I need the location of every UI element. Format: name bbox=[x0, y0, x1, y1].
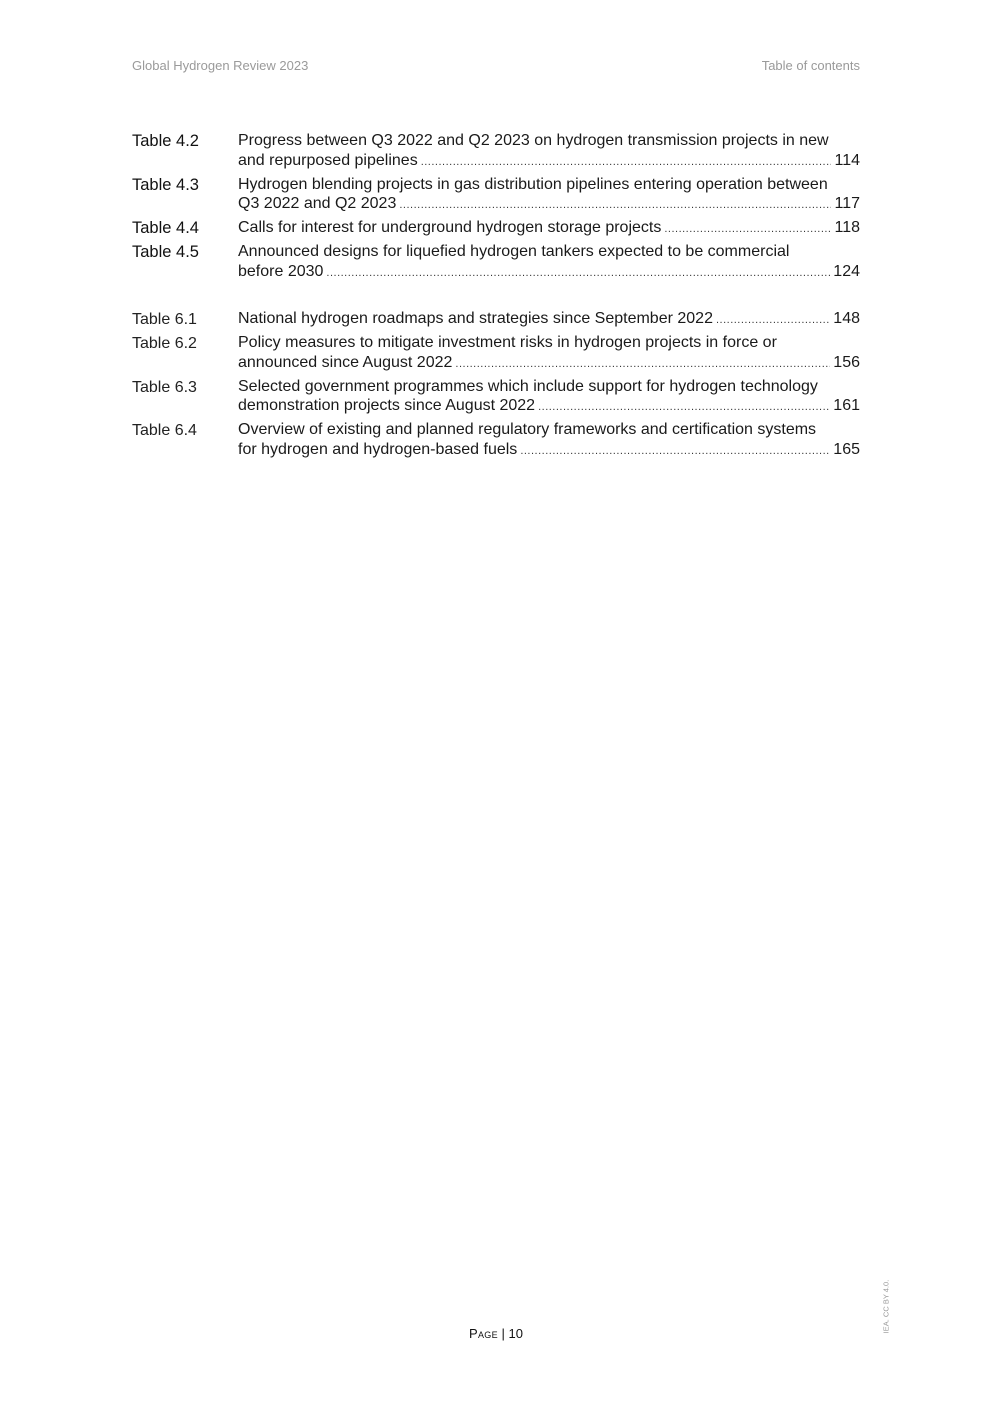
toc-entry-final-line bbox=[238, 194, 860, 216]
running-header bbox=[132, 58, 860, 76]
toc-entry-page-number[interactable]: 118 bbox=[834, 219, 860, 236]
toc-entry-body bbox=[238, 309, 860, 331]
toc-entry-final-line bbox=[238, 151, 860, 173]
toc-entry-title-end: and repurposed pipelines bbox=[238, 151, 418, 169]
toc-entry-page-number[interactable]: 148 bbox=[833, 310, 860, 327]
toc-entry-page-number[interactable]: 124 bbox=[833, 262, 860, 280]
toc-entry-title-end: National hydrogen roadmaps and strategies since September 2022 bbox=[238, 310, 713, 327]
toc-group bbox=[132, 309, 860, 461]
toc-entry-body bbox=[238, 420, 860, 461]
toc-entry-number: Table 6.3 bbox=[132, 378, 197, 396]
dot-leader bbox=[716, 309, 830, 331]
toc-entry-body bbox=[238, 175, 860, 216]
dot-leader bbox=[421, 151, 832, 173]
table-of-contents bbox=[132, 131, 860, 464]
toc-entry-number: Table 6.1 bbox=[132, 311, 197, 328]
toc-entry-final-line bbox=[238, 218, 860, 240]
page-footer bbox=[0, 1326, 992, 1341]
toc-entry-final-line bbox=[238, 440, 860, 462]
toc-entry-number: Table 4.3 bbox=[132, 175, 199, 194]
toc-entry-final-line bbox=[238, 309, 860, 331]
dot-leader bbox=[520, 440, 830, 462]
toc-entry-title-end: before 2030 bbox=[238, 262, 324, 280]
toc-entry-title-line: Overview of existing and planned regulatory frameworks and certification systems bbox=[238, 421, 817, 438]
license-notice: IEA. CC BY 4.0. bbox=[881, 1279, 891, 1334]
toc-entry-title-line: Policy measures to mitigate investment risks in hydrogen projects in force or bbox=[238, 334, 777, 351]
toc-entry-final-line bbox=[238, 262, 860, 284]
toc-entry-title-end: announced since August 2022 bbox=[238, 353, 453, 371]
toc-entry-title-end: demonstration projects since August 2022 bbox=[238, 397, 536, 414]
toc-entry-page-number[interactable]: 114 bbox=[834, 151, 860, 169]
toc-entry-final-line bbox=[238, 353, 860, 375]
page-label: Page bbox=[469, 1326, 498, 1341]
toc-entry-body bbox=[238, 242, 860, 283]
toc-entry-page-number[interactable]: 165 bbox=[833, 440, 860, 458]
toc-group bbox=[132, 131, 860, 283]
toc-entry-title-end: Q3 2022 and Q2 2023 bbox=[238, 195, 397, 212]
toc-entry-number: Table 6.2 bbox=[132, 335, 197, 352]
toc-entry-body bbox=[238, 333, 860, 374]
toc-entry[interactable] bbox=[132, 131, 860, 172]
page-number: 10 bbox=[508, 1326, 523, 1341]
toc-entry-title-line: Announced designs for liquefied hydrogen tankers expected to be commercial bbox=[238, 243, 790, 260]
toc-entry[interactable] bbox=[132, 218, 860, 240]
dot-leader bbox=[455, 353, 830, 375]
toc-entry-number: Table 6.4 bbox=[132, 422, 197, 439]
toc-entry-title-line: Selected government programmes which include support for hydrogen technology bbox=[238, 377, 818, 395]
toc-entry-page-number[interactable]: 117 bbox=[834, 195, 860, 212]
toc-entry[interactable] bbox=[132, 420, 860, 461]
toc-entry-number: Table 4.5 bbox=[132, 243, 199, 261]
toc-entry-body bbox=[238, 131, 860, 172]
toc-entry[interactable] bbox=[132, 175, 860, 216]
page-separator: | bbox=[497, 1326, 509, 1341]
toc-entry[interactable] bbox=[132, 242, 860, 283]
toc-entry-title-line: Hydrogen blending projects in gas distribution pipelines entering operation between bbox=[238, 175, 828, 193]
toc-entry-body bbox=[238, 377, 860, 418]
section-title: Table of contents bbox=[761, 58, 860, 73]
toc-entry-title-line: Progress between Q3 2022 and Q2 2023 on hydrogen transmission projects in new bbox=[238, 132, 829, 149]
toc-entry-final-line bbox=[238, 396, 860, 418]
toc-entry-body bbox=[238, 218, 860, 240]
dot-leader bbox=[326, 262, 830, 284]
toc-entry-number: Table 4.2 bbox=[132, 132, 199, 150]
toc-entry-title-end: for hydrogen and hydrogen-based fuels bbox=[238, 440, 518, 458]
toc-entry[interactable] bbox=[132, 309, 860, 331]
dot-leader bbox=[664, 218, 831, 240]
toc-entry-number: Table 4.4 bbox=[132, 219, 199, 237]
toc-entry[interactable] bbox=[132, 377, 860, 418]
toc-entry[interactable] bbox=[132, 333, 860, 374]
toc-entry-page-number[interactable]: 156 bbox=[833, 353, 860, 371]
document-title: Global Hydrogen Review 2023 bbox=[132, 58, 309, 73]
dot-leader bbox=[538, 396, 830, 418]
dot-leader bbox=[399, 194, 831, 216]
toc-entry-page-number[interactable]: 161 bbox=[833, 397, 860, 414]
toc-entry-title-end: Calls for interest for underground hydrogen storage projects bbox=[238, 219, 662, 236]
